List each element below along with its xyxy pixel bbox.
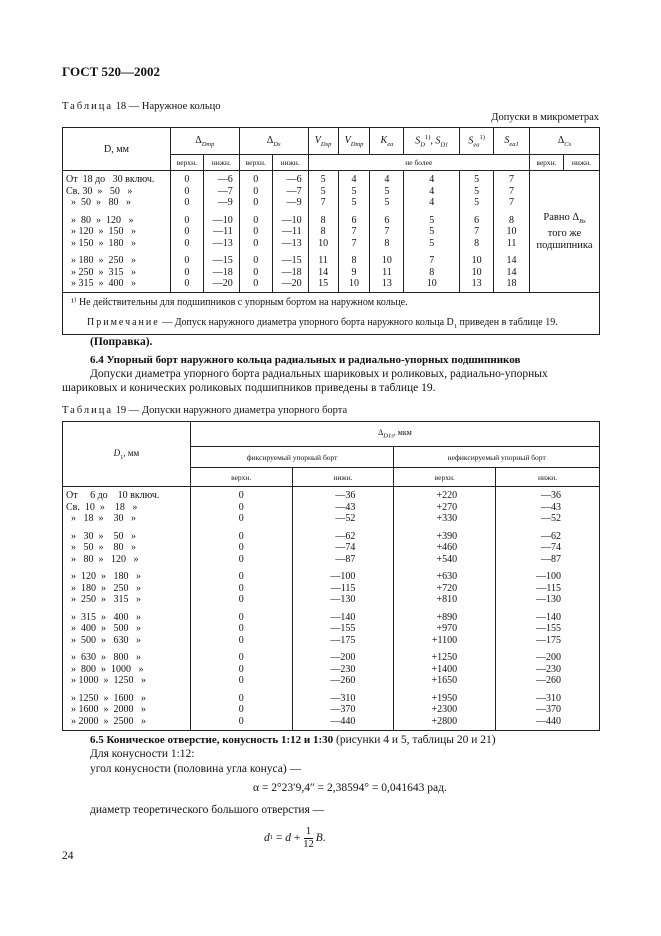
col-sea — [460, 171, 494, 293]
table-cell: 0 — [184, 197, 190, 208]
section-6-5-line-2: угол конусности (половина угла конуса) — — [90, 763, 302, 775]
table-cell: 0 — [238, 542, 244, 553]
table-cell: 7 — [509, 185, 515, 197]
table-cell: —175 — [536, 634, 561, 646]
table-cell: 5 — [429, 237, 435, 249]
table-cell: 0 — [238, 623, 244, 634]
col-header-sea1: $S_{ea1}$ — [494, 128, 530, 155]
table-cell: » 1000 » 1250 » — [66, 675, 146, 686]
table-cell: —7 — [217, 185, 233, 197]
table-cell: 0 — [253, 255, 259, 266]
table-cell: —370 — [330, 704, 356, 715]
table-cell: +890 — [436, 611, 458, 623]
table-cell: » 50 » 80 » — [66, 542, 136, 553]
table-cell: 0 — [238, 530, 244, 542]
table-cell: » 2000 » 2500 » — [66, 715, 146, 727]
table-cell: 0 — [238, 663, 244, 675]
table-cell: 0 — [184, 237, 190, 249]
table-cell: 9 — [351, 266, 357, 278]
table18-caption-rest: 18 — Наружное кольцо — [113, 101, 221, 112]
table-cell: +970 — [436, 623, 458, 634]
page-number: 24 — [62, 850, 74, 862]
col-header-d1: $D_1$, мм — [63, 422, 191, 487]
col-header-sea: $S_{ea}^{1)}$ — [460, 128, 494, 155]
table-cell: —200 — [536, 652, 561, 663]
table-cell: 0 — [238, 594, 244, 605]
col-header-kea: $K_{ea}$ — [370, 128, 404, 155]
table18-body — [63, 171, 600, 293]
table-cell: +1250 — [431, 652, 458, 663]
table-cell: —175 — [330, 634, 356, 646]
table-cell: +1100 — [431, 634, 458, 646]
table-cell: —310 — [536, 692, 561, 704]
col-header-nonfixed: нефиксируемый упорный борт — [394, 447, 600, 468]
col-vdmp — [338, 171, 370, 293]
table-cell: 10 — [318, 237, 329, 249]
table-cell: 8 — [429, 266, 435, 278]
table-cell: 15 — [318, 278, 329, 289]
table-cell: 8 — [320, 214, 326, 226]
table-cell: —7 — [286, 185, 302, 197]
table-cell: 7 — [351, 226, 357, 237]
table-cell: —230 — [330, 663, 356, 675]
table-cell: —310 — [330, 692, 356, 704]
subheader-lower: нижн. — [563, 155, 599, 171]
col-vdsp — [308, 171, 338, 293]
col-header-dmp: $\Delta_{Dmp}$ — [170, 128, 239, 155]
table-cell: —43 — [541, 501, 561, 513]
table-cell: —10 — [281, 214, 302, 226]
table-cell: —115 — [330, 582, 356, 594]
table-cell: 11 — [506, 237, 517, 249]
table-cell: 0 — [238, 652, 244, 663]
table-cell: 0 — [238, 692, 244, 704]
table-cell: 6 — [474, 214, 480, 226]
table-cell: 5 — [384, 197, 390, 208]
table-cell: 8 — [474, 237, 480, 249]
table-cell: 4 — [351, 174, 357, 185]
col-header-delta: $\Delta_{D1s}$, мкм — [190, 422, 599, 447]
table-cell: » 30 » 50 » — [66, 530, 136, 542]
table-cell: —20 — [281, 278, 302, 289]
table-cell: —6 — [217, 174, 233, 185]
table-cell: 0 — [253, 174, 259, 185]
table-cell: 4 — [384, 174, 390, 185]
table-cell: 0 — [238, 501, 244, 513]
subheader-lower: нижн. — [203, 155, 239, 171]
table-cell: 5 — [351, 197, 357, 208]
table-cell: —87 — [335, 553, 356, 565]
table-cell: » 315 » 400 » — [66, 278, 136, 289]
table-cell: 0 — [253, 278, 259, 289]
table-cell: 14 — [506, 255, 517, 266]
table-cell: 4 — [429, 197, 435, 208]
table-cell: —155 — [536, 623, 561, 634]
table-cell: +330 — [436, 513, 458, 524]
table-cell: От 18 до 30 включ. — [66, 174, 155, 185]
col-header-dcs: $\Delta_{Cs}$ — [529, 128, 599, 155]
table-cell: —18 — [212, 266, 233, 278]
table-cell: —62 — [541, 530, 561, 542]
table-cell: 7 — [509, 197, 515, 208]
table-cell: 11 — [382, 266, 392, 278]
table-cell: 4 — [429, 185, 435, 197]
table-cell: 7 — [351, 237, 357, 249]
table-cell: 5 — [351, 185, 357, 197]
table-cell: —43 — [335, 501, 356, 513]
table-cell: —20 — [212, 278, 233, 289]
table-cell: » 180 » 250 » — [66, 582, 141, 594]
table-cell: 14 — [318, 266, 329, 278]
col-fixed-lower — [292, 487, 394, 731]
table-cell: » 400 » 500 » — [66, 623, 141, 634]
table-cell: 10 — [381, 255, 392, 266]
table-cell: —155 — [330, 623, 356, 634]
table-cell: » 250 » 315 » — [66, 266, 136, 278]
table-cell: —36 — [335, 490, 356, 501]
table18 — [62, 127, 600, 335]
table-cell: От 6 до 10 включ. — [66, 490, 160, 501]
table-cell: 5 — [384, 185, 390, 197]
table-cell: 0 — [184, 226, 190, 237]
table-cell: 7 — [429, 255, 435, 266]
table-cell: 0 — [238, 675, 244, 686]
table-cell: 0 — [238, 553, 244, 565]
table-cell: 14 — [506, 266, 517, 278]
table-cell: +2800 — [431, 715, 458, 727]
table-cell: » 50 » 80 » — [66, 197, 131, 208]
col-sd — [404, 171, 460, 293]
section-6-4-text-1: Допуски диаметра упорного борта радиальных шариковых и роликовых, радиально-упорных — [90, 368, 548, 380]
table-cell: 7 — [384, 226, 390, 237]
table-cell: —87 — [541, 553, 561, 565]
table-cell: —115 — [536, 582, 561, 594]
table-cell: 0 — [238, 611, 244, 623]
table-cell: —13 — [281, 237, 302, 249]
table-cell: 0 — [253, 197, 259, 208]
col-nonfixed-upper — [394, 487, 496, 731]
table-cell: 10 — [471, 266, 482, 278]
table-cell: 7 — [509, 174, 515, 185]
table-cell: 10 — [506, 226, 517, 237]
table-cell: —260 — [536, 675, 561, 686]
col-sea1 — [494, 171, 530, 293]
table-cell: 5 — [429, 214, 435, 226]
table-cell: » 120 » 180 » — [66, 571, 141, 582]
table-cell: 0 — [238, 513, 244, 524]
col-d-values — [63, 171, 171, 293]
table-cell: 0 — [253, 185, 259, 197]
table-cell: —62 — [335, 530, 356, 542]
table-cell: +390 — [436, 530, 458, 542]
table-cell: 0 — [184, 266, 190, 278]
table-cell: » 80 » 120 » — [66, 214, 134, 226]
table-cell: 0 — [238, 715, 244, 727]
table-cell: 18 — [506, 278, 517, 289]
correction-text: (Поправка). — [90, 336, 153, 348]
table-cell: 5 — [474, 174, 480, 185]
table-cell: 6 — [351, 214, 357, 226]
subheader-upper: верхн. — [394, 468, 496, 487]
table-cell: » 800 » 1000 » — [66, 663, 144, 675]
table-cell: 0 — [238, 490, 244, 501]
table-cell: 0 — [253, 226, 259, 237]
table-cell: » 630 » 800 » — [66, 652, 141, 663]
table-cell: 8 — [351, 255, 357, 266]
table-cell: —15 — [281, 255, 302, 266]
table-cell: » 1250 » 1600 » — [66, 692, 146, 704]
table-cell: 10 — [426, 278, 437, 289]
table-cell: 0 — [184, 255, 190, 266]
table-cell: —130 — [330, 594, 356, 605]
table-cell: —130 — [536, 594, 561, 605]
table-cell: —18 — [281, 266, 302, 278]
col-fixed-upper — [190, 487, 292, 731]
section-6-4-title: 6.4 Упорный борт наружного кольца радиальных и радиально-упорных подшипников — [90, 354, 521, 366]
table-cell: 0 — [253, 214, 259, 226]
table-cell: 0 — [184, 214, 190, 226]
table-cell: —10 — [212, 214, 233, 226]
table-cell: —15 — [212, 255, 233, 266]
table-cell: » 120 » 150 » — [66, 226, 136, 237]
table-cell: +270 — [436, 501, 458, 513]
subheader-upper: верхн. — [170, 155, 203, 171]
document-code: ГОСТ 520—2002 — [62, 64, 161, 79]
table-cell: —260 — [330, 675, 356, 686]
table-cell: —9 — [286, 197, 302, 208]
table19-caption: Таблица 19 — Допуски наружного диаметра упорного борта — [62, 405, 348, 416]
table-cell: +460 — [436, 542, 458, 553]
table-cell: —100 — [536, 571, 561, 582]
table-cell: 5 — [320, 174, 326, 185]
table18-notes — [63, 292, 600, 334]
table-cell: +630 — [436, 571, 458, 582]
table18-caption-prefix: Таблица — [62, 101, 114, 112]
table-cell: —13 — [212, 237, 233, 249]
note: Примечание — Допуск наружного диаметра упорного борта наружного кольца $D_1$ приведен в таблице 19. — [87, 316, 558, 330]
table-cell: —6 — [286, 174, 302, 185]
table-cell: 6 — [384, 214, 390, 226]
table-cell: 0 — [238, 582, 244, 594]
table-cell: 0 — [184, 278, 190, 289]
table-cell: » 500 » 630 » — [66, 634, 141, 646]
table-cell: 0 — [184, 174, 190, 185]
col-header-vdsp: $V_{Dsp}$ — [308, 128, 338, 155]
table-cell: —370 — [536, 704, 561, 715]
table-cell: 7 — [320, 197, 326, 208]
subheader-upper: верхн. — [239, 155, 272, 171]
table-cell: Св. 10 » 18 » — [66, 501, 138, 513]
table-cell: —140 — [536, 611, 561, 623]
col-kea — [370, 171, 404, 293]
table-cell: » 18 » 30 » — [66, 513, 136, 524]
table-cell: 8 — [384, 237, 390, 249]
col-nonfixed-lower — [496, 487, 600, 731]
table-cell: +1950 — [431, 692, 458, 704]
table-cell: 8 — [320, 226, 326, 237]
table-cell: —140 — [330, 611, 356, 623]
table-cell: » 80 » 120 » — [66, 553, 139, 565]
section-6-5-title: 6.5 Коническое отверстие, конусность 1:12 и 1:30 (рисунки 4 и 5, таблицы 20 и 21) — [90, 734, 496, 746]
table-cell: —100 — [330, 571, 356, 582]
col-header-d: D, мм — [63, 128, 171, 171]
table-cell: +1400 — [431, 663, 458, 675]
col-ds-upper — [239, 171, 272, 293]
table-cell: —200 — [330, 652, 356, 663]
table-cell: 0 — [253, 266, 259, 278]
subheader-lower: нижн. — [272, 155, 308, 171]
col-header-sd: $S_D^{1)}$, $S_{D1}$ — [404, 128, 460, 155]
col-dmp-upper — [170, 171, 203, 293]
subheader-lower: нижн. — [496, 468, 600, 487]
table-cell: 8 — [509, 214, 515, 226]
subheader-lower: нижн. — [292, 468, 394, 487]
table-cell: 0 — [238, 634, 244, 646]
section-6-5-line-1: Для конусности 1:12: — [90, 748, 195, 760]
table-cell: 5 — [474, 185, 480, 197]
table-cell: —74 — [541, 542, 561, 553]
table-cell: +810 — [436, 594, 458, 605]
table-cell: 5 — [429, 226, 435, 237]
col-header-vdmp: $V_{Dmp}$ — [338, 128, 370, 155]
table-cell: 10 — [471, 255, 482, 266]
table-cell: » 315 » 400 » — [66, 611, 141, 623]
table-cell: +1650 — [431, 675, 458, 686]
table-cell: 4 — [429, 174, 435, 185]
col-dmp-lower — [203, 171, 239, 293]
col-ds-lower — [272, 171, 308, 293]
table-cell: » 1600 » 2000 » — [66, 704, 146, 715]
table-cell: 0 — [253, 237, 259, 249]
table-cell: +220 — [436, 490, 458, 501]
subheader-no-more: не более — [308, 155, 529, 171]
table-cell: —52 — [541, 513, 561, 524]
table-cell: 5 — [474, 197, 480, 208]
table-cell: » 250 » 315 » — [66, 594, 141, 605]
col-header-fixed: фиксируемый упорный борт — [190, 447, 393, 468]
table-cell: —9 — [217, 197, 233, 208]
table-cell: 5 — [320, 185, 326, 197]
table-cell: 10 — [349, 278, 360, 289]
table-cell: +720 — [436, 582, 458, 594]
table19 — [62, 421, 600, 731]
table-cell: —74 — [335, 542, 356, 553]
equal-note: Равно $\Delta_{Bs}$ того же подшипника — [529, 171, 599, 293]
col-d1-values — [63, 487, 191, 731]
section-6-4-text-2: шариковых и конических роликовых подшипников приведены в таблице 19. — [62, 382, 436, 394]
footnote: ¹⁾ Не действительны для подшипников с упорным бортом на наружном кольце. — [71, 296, 408, 308]
table18-caption — [62, 101, 221, 112]
table-cell: —11 — [213, 226, 233, 237]
table-cell: » 150 » 180 » — [66, 237, 136, 249]
formula-alpha: α = 2°23′9,4″ = 2,38594° = 0,041643 рад. — [253, 782, 447, 794]
table-cell: 0 — [238, 571, 244, 582]
table-cell: » 180 » 250 » — [66, 255, 136, 266]
subheader-upper: верхн. — [529, 155, 563, 171]
table-cell: —36 — [541, 490, 561, 501]
table-cell: 0 — [184, 185, 190, 197]
table19-body — [63, 487, 600, 731]
table-cell: 13 — [381, 278, 392, 289]
table-cell: —11 — [281, 226, 302, 237]
table-cell: Св. 30 » 50 » — [66, 185, 133, 197]
formula-d1: d 1 = d + $\frac{1}{12}$ B . — [264, 825, 326, 850]
table-cell: —440 — [330, 715, 356, 727]
table-cell: —440 — [536, 715, 561, 727]
table-cell: —52 — [335, 513, 356, 524]
table18-units: Допуски в микрометрах — [491, 112, 599, 123]
table-cell: +2300 — [431, 704, 458, 715]
table-cell: 0 — [238, 704, 244, 715]
section-6-5-line-3: диаметр теоретического большого отверстия — — [90, 804, 325, 816]
col-header-ds: $\Delta_{Ds}$ — [239, 128, 308, 155]
table-cell: —230 — [536, 663, 561, 675]
table-cell: 11 — [318, 255, 328, 266]
table-cell: 7 — [474, 226, 480, 237]
table-cell: 13 — [471, 278, 482, 289]
table-cell: +540 — [436, 553, 458, 565]
subheader-upper: верхн. — [190, 468, 292, 487]
